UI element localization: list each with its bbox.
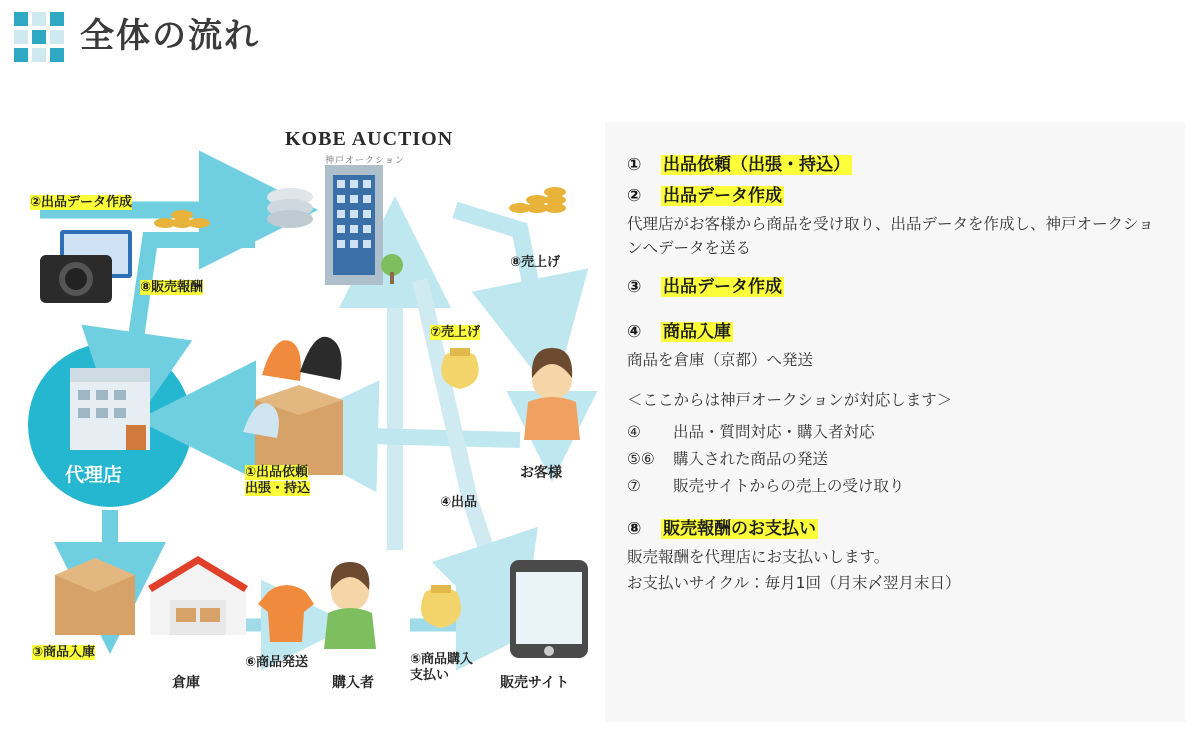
step-4-title: 商品入庫 xyxy=(663,322,731,343)
steps-panel xyxy=(605,122,1185,722)
step-2-title: 出品データ作成 xyxy=(663,186,782,206)
label-step4: ④出品 xyxy=(440,495,478,510)
sub-item-56-text: 購入された商品の発送 xyxy=(673,449,829,468)
label-step2: ②出品データ作成 xyxy=(30,195,133,210)
label-step8-reward: ⑧販売報酬 xyxy=(140,280,204,295)
node-label-buyer: 購入者 xyxy=(332,675,374,691)
node-label-warehouse: 倉庫 xyxy=(172,675,200,691)
section-note: ＜ここからは神戸オークションが対応します＞ xyxy=(627,391,953,410)
sub-item-4-text: 出品・質問対応・購入者対応 xyxy=(673,422,875,441)
step-item-4 xyxy=(627,317,1161,372)
brand-subtitle: 神戸オークション xyxy=(325,156,405,166)
step-8-number: ⑧ xyxy=(627,519,642,540)
brand-name: KOBE AUCTION xyxy=(285,128,454,150)
step-3-number: ③ xyxy=(627,277,642,298)
label-step1: ①出品依頼 出張・持込 xyxy=(245,465,311,497)
step-8-body-1: 販売報酬を代理店にお支払いします。 xyxy=(627,548,890,567)
step-3-title: 出品データ作成 xyxy=(663,277,782,298)
label-step8-sales: ⑧売上げ xyxy=(510,255,561,270)
step-4-number: ④ xyxy=(627,322,642,343)
kobe-auction-logo xyxy=(285,128,485,166)
sub-item-56 xyxy=(627,446,1161,473)
sub-item-7-number: ⑦ xyxy=(627,477,641,496)
grid-squares-logo-icon xyxy=(14,12,64,62)
label-step6: ⑥商品発送 xyxy=(245,655,309,670)
node-label-sales-site: 販売サイト xyxy=(500,675,570,691)
step-item-2 xyxy=(627,181,1161,260)
step-8-body-2: お支払いサイクル：毎月1回（月末〆翌月末日） xyxy=(627,574,961,593)
step-8-title: 販売報酬のお支払い xyxy=(663,519,816,540)
step-item-3 xyxy=(627,272,1161,297)
node-label-customer: お客様 xyxy=(520,465,562,481)
page-header xyxy=(0,0,1200,75)
label-step5: ⑤商品購入 支払い xyxy=(410,652,474,684)
sub-item-7 xyxy=(627,473,1161,500)
flow-arrows xyxy=(0,80,600,740)
page-title: 全体の流れ xyxy=(80,16,260,56)
step-1-title: 出品依頼（出張・持込） xyxy=(663,155,850,175)
step-2-body: 代理店がお客様から商品を受け取り、出品データを作成し、神戸オークションへデータを送る xyxy=(627,215,1154,258)
flow-diagram xyxy=(0,80,600,740)
step-item-1 xyxy=(627,150,1161,175)
step-1-number: ① xyxy=(627,155,642,175)
label-step3: ③商品入庫 xyxy=(32,645,96,660)
sub-item-4 xyxy=(627,419,1161,446)
node-label-agency: 代理店 xyxy=(65,464,123,486)
step-item-8 xyxy=(627,514,1161,595)
label-step7: ⑦売上げ xyxy=(430,325,481,340)
sub-item-4-number: ④ xyxy=(627,422,641,441)
step-4-body: 商品を倉庫（京都）へ発送 xyxy=(627,351,814,370)
step-2-number: ② xyxy=(627,186,642,206)
sub-item-7-text: 販売サイトからの売上の受け取り xyxy=(673,477,905,496)
sub-item-56-number: ⑤⑥ xyxy=(627,449,655,468)
